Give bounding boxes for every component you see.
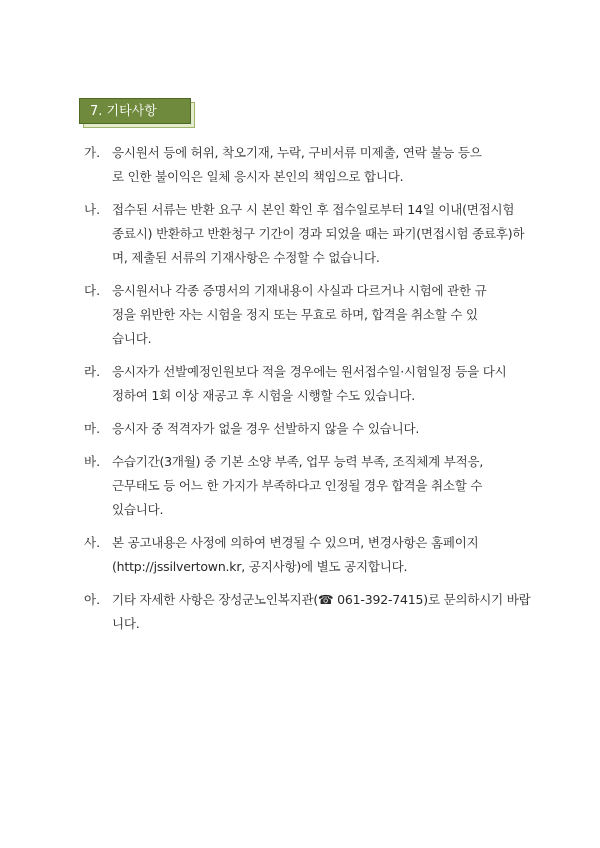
list-item xyxy=(84,360,544,408)
list-item xyxy=(84,417,544,441)
list-item-text xyxy=(112,279,544,351)
list-item-marker: 라. xyxy=(84,364,101,379)
text-line: 응시원서나 각종 증명서의 기재내용이 사실과 다르거나 시험에 관한 규 xyxy=(112,283,487,298)
list-item-text xyxy=(112,198,544,270)
text-line: 정을 위반한 자는 시험을 정지 또는 무효로 하며, 합격을 취소할 수 있 xyxy=(112,307,478,322)
list-item xyxy=(84,279,544,351)
text-line: 접수된 서류는 반환 요구 시 본인 확인 후 접수일로부터 14일 이내(면접시험 xyxy=(112,202,515,217)
list-item-text xyxy=(112,588,544,636)
text-line: 종료시) 반환하고 반환청구 기간이 경과 되었을 때는 파기(면접시험 종료후)하 xyxy=(112,226,525,241)
text-line: 로 인한 불이익은 일체 응시자 본인의 책임으로 합니다. xyxy=(112,169,404,184)
text-line: 기타 자세한 사항은 장성군노인복지관(☎ 061-392-7415)로 문의하시기 바랍 xyxy=(112,592,531,607)
list-item-marker: 마. xyxy=(84,421,101,436)
text-line: 응시자 중 적격자가 없을 경우 선발하지 않을 수 있습니다. xyxy=(112,421,420,436)
text-line: 며, 제출된 서류의 기재사항은 수정할 수 없습니다. xyxy=(112,250,380,265)
notice-list xyxy=(84,141,544,645)
text-line: 수습기간(3개월) 중 기본 소양 부족, 업무 능력 부족, 조직체계 부적응, xyxy=(112,454,484,469)
list-item xyxy=(84,588,544,636)
text-line: 본 공고내용은 사정에 의하여 변경될 수 있으며, 변경사항은 홈페이지 xyxy=(112,535,479,550)
text-line: 니다. xyxy=(112,616,140,631)
list-item-marker: 아. xyxy=(84,592,101,607)
text-line: (http://jssilvertown.kr, 공지사항)에 별도 공지합니다. xyxy=(112,559,408,574)
list-item xyxy=(84,450,544,522)
list-item-marker: 바. xyxy=(84,454,101,469)
list-item-text xyxy=(112,531,544,579)
list-item-marker: 다. xyxy=(84,283,101,298)
text-line: 응시원서 등에 허위, 착오기재, 누락, 구비서류 미제출, 연락 불능 등으 xyxy=(112,145,482,160)
section-title: 7. 기타사항 xyxy=(79,98,191,124)
text-line: 습니다. xyxy=(112,331,152,346)
list-item-text xyxy=(112,360,544,408)
list-item-text xyxy=(112,141,544,189)
list-item xyxy=(84,531,544,579)
text-line: 응시자가 선발예정인원보다 적을 경우에는 원서접수일·시험일정 등을 다시 xyxy=(112,364,507,379)
list-item-text xyxy=(112,450,544,522)
section-header xyxy=(79,98,195,128)
list-item xyxy=(84,198,544,270)
list-item-marker: 가. xyxy=(84,145,101,160)
list-item-text xyxy=(112,417,544,441)
list-item-marker: 사. xyxy=(84,535,101,550)
text-line: 정하여 1회 이상 재공고 후 시험을 시행할 수도 있습니다. xyxy=(112,388,415,403)
text-line: 근무태도 등 어느 한 가지가 부족하다고 인정될 경우 합격을 취소할 수 xyxy=(112,478,483,493)
list-item-marker: 나. xyxy=(84,202,101,217)
text-line: 있습니다. xyxy=(112,502,164,517)
list-item xyxy=(84,141,544,189)
